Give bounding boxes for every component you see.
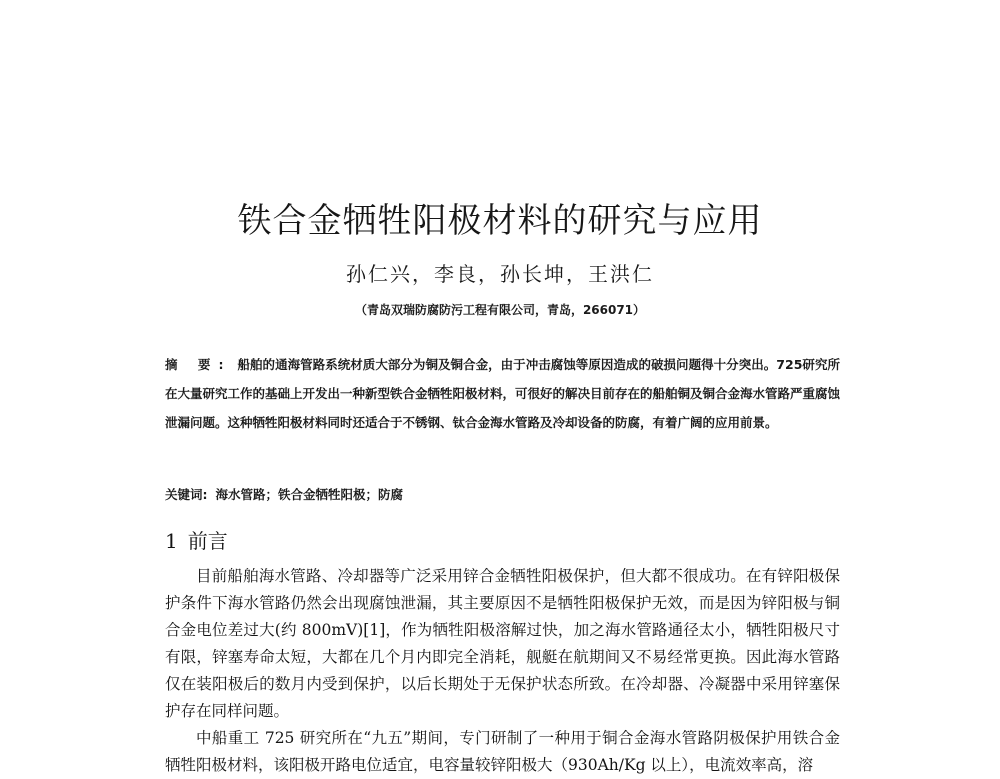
paragraph: 目前船舶海水管路、冷却器等广泛采用锌合金牺牲阳极保护，但大都不很成功。在有锌阳极保护条件下海水管路仍然会出现腐蚀泄漏，其主要原因不是牺牲阳极保护无效，而是因为锌阳极与铜合金电位差过大(约 800mV)[1]，作为牺牲阳极溶解过快，加之海水管路通径太小，牺牲阳极尺寸有限，锌塞寿命太短，大都在几个月内即完全消耗，舰艇在航期间又不易经常更换。因此海水管路仅在装阳极后的数月内受到保护，以后长期处于无保护状态所致。在冷却器、冷凝器中采用锌塞保护存在同样问题。: [165, 567, 840, 720]
section-body: [165, 563, 840, 779]
keywords: [165, 485, 840, 503]
abstract: [165, 350, 840, 437]
abstract-text: 船舶的通海管路系统材质大部分为铜及铜合金，由于冲击腐蚀等原因造成的破损问题得十分突出。725研究所在大量研究工作的基础上开发出一种新型铁合金牺牲阳极材料，可很好的解决目前存在的船舶铜及铜合金海水管路严重腐蚀泄漏问题。这种牺牲阳极材料同时还适合于不锈钢、钛合金海水管路及冷却设备的防腐，有着广阔的应用前景。: [165, 357, 841, 430]
section-number: 1: [165, 529, 178, 553]
keywords-text: 海水管路；铁合金牺牲阳极；防腐: [215, 487, 404, 502]
paper-title: 铁合金牺牲阳极材料的研究与应用: [237, 201, 763, 241]
section-title: 前言: [187, 529, 228, 553]
paragraph: 中船重工 725 研究所在“九五”期间，专门研制了一种用于铜合金海水管路阴极保护用铁合金牺牲阳极材料，该阳极开路电位适宜，电容量较锌阳极大（930Ah/Kg 以上），电流效率高，溶: [165, 729, 840, 774]
abstract-label: 摘 要:: [165, 357, 232, 372]
author-list: 孙仁兴，李良，孙长坤，王洪仁: [346, 262, 654, 286]
affiliation: （青岛双瑞防腐防污工程有限公司，青岛，266071）: [354, 303, 646, 317]
section-heading: [165, 525, 228, 554]
keywords-label: 关键词:: [165, 487, 208, 502]
